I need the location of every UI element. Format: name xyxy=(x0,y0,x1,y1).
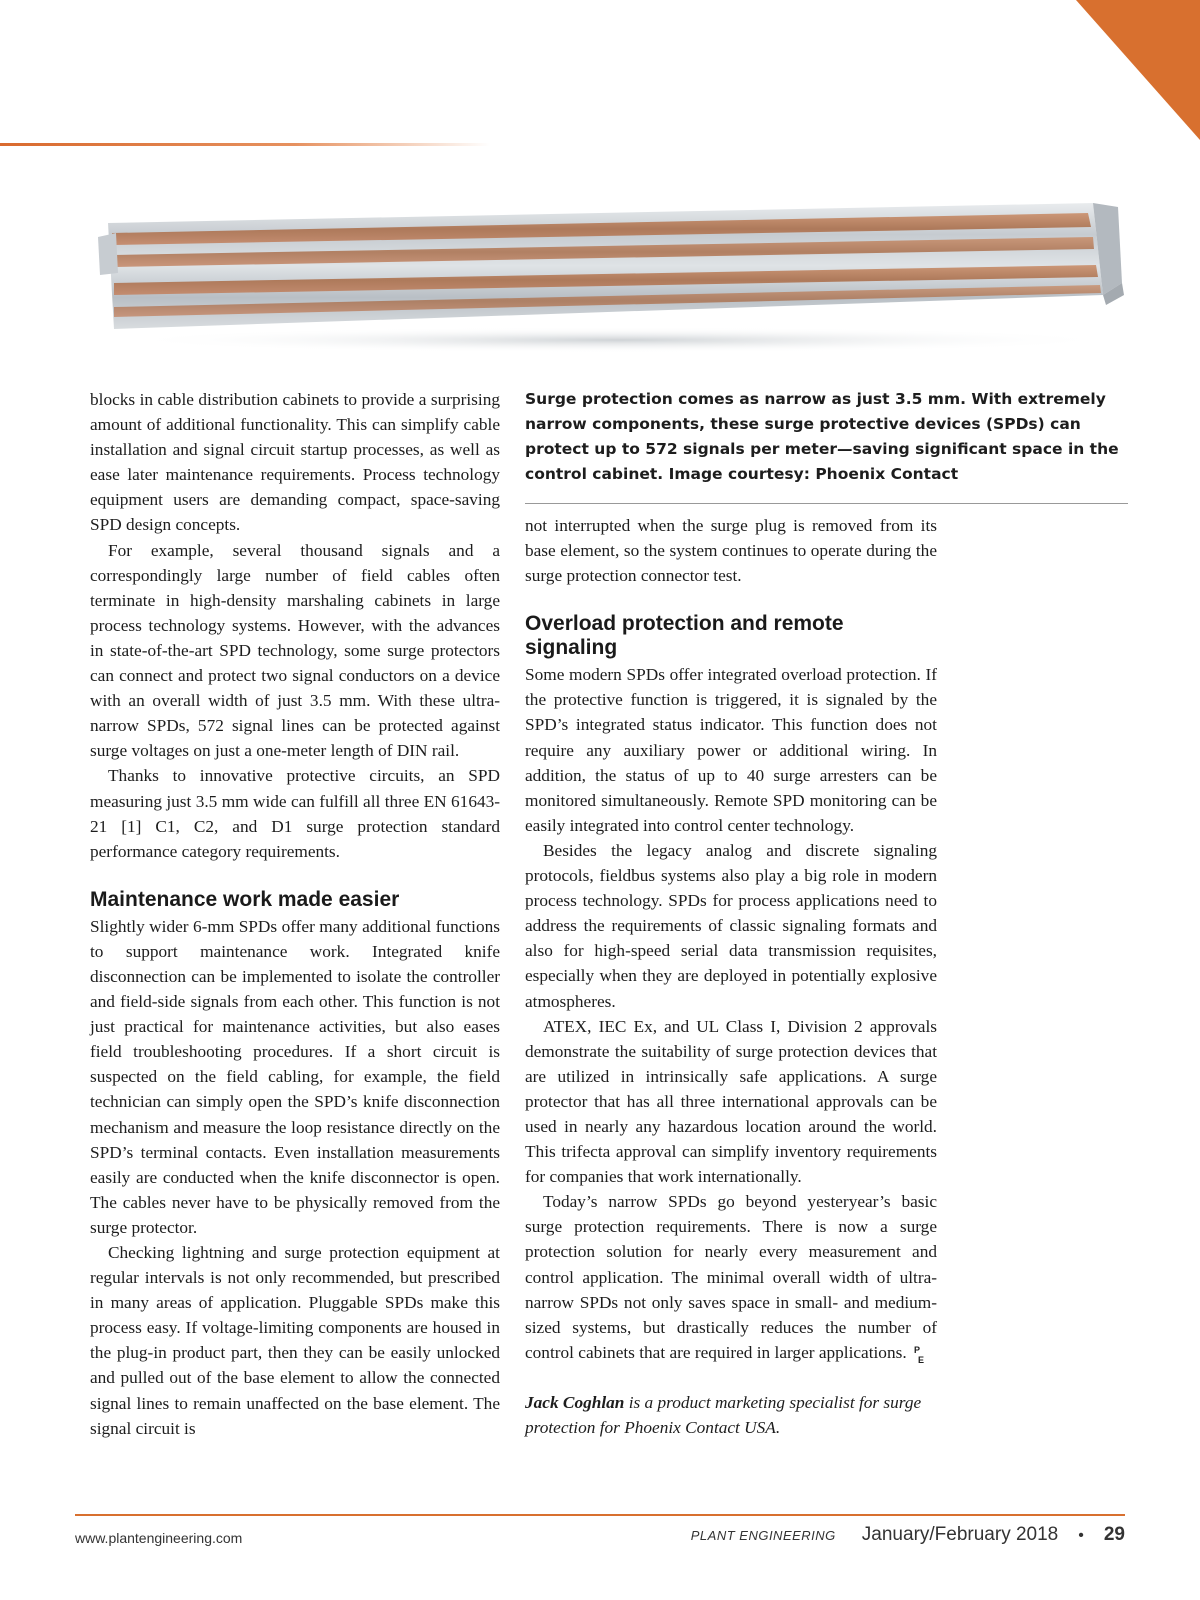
caption-divider xyxy=(525,503,1128,504)
author-bio-text: is a product marketing specialist for surge protection for Phoenix Contact USA. xyxy=(525,1392,922,1437)
author-bio xyxy=(525,1390,937,1440)
section-heading-overload: Overload protection and remote signaling xyxy=(525,612,844,660)
svg-text:E: E xyxy=(917,1354,924,1364)
right-column xyxy=(525,513,937,1440)
page-footer xyxy=(75,1524,1125,1554)
author-name: Jack Coghlan xyxy=(525,1392,625,1412)
footer-url-link[interactable]: www.plantengineering.com xyxy=(75,1530,243,1546)
left-column xyxy=(90,387,500,1441)
header-rule xyxy=(0,143,490,146)
paragraph: ATEX, IEC Ex, and UL Class I, Division 2 approvals demonstrate the suitability of surge protection devices that are utilized in intrinsically safe applications. A surge protector that has all three international approvals can be used in nearly any hazardous location around the world. This trifecta approval can simplify inventory requirements for companies that work internationally. xyxy=(525,1016,937,1187)
footer-issue-info xyxy=(691,1524,1125,1546)
publication-name: PLANT ENGINEERING xyxy=(690,1528,836,1543)
paragraph: not interrupted when the surge plug is removed from its base element, so the system continues to operate during the surge protection connector test. xyxy=(525,516,937,586)
paragraph-final xyxy=(525,1189,937,1365)
paragraph: Thanks to innovative protective circuits, an SPD measuring just 3.5 mm wide can fulfill all three EN 61643-21 [1] C1, C2, and D1 surge protection standard performance category requirements. xyxy=(90,766,500,861)
paragraph: Some modern SPDs offer integrated overload protection. If the protective function is triggered, it is signaled by the SPD’s integrated status indicator. This function does not require any auxiliary power or additional wiring. In addition, the status of up to 40 surge arresters can be monitored simultaneously. Remote SPD monitoring can be easily integrated into control center technology. xyxy=(525,665,937,835)
paragraph: For example, several thousand signals and a correspondingly large number of field cables often terminate in high-density marshaling cabinets in large process technology systems. However, with the advances in state-of-the-art SPD technology, some surge protectors can connect and protect two signal conductors on a device with an overall width of just 3.5 mm. With these ultra-narrow SPDs, 572 signal lines can be protected against surge voltages on just a one-meter length of DIN rail. xyxy=(90,540,500,761)
product-photo-surge-protectors xyxy=(98,185,1128,355)
corner-accent xyxy=(1050,0,1200,140)
paragraph: blocks in cable distribution cabinets to provide a surprising amount of additional functionality. This can simplify cable installation and signal circuit startup processes, as well as ease later maintenance requirements. Process technology equipment users are demanding compact, space-saving SPD design concepts. xyxy=(90,390,500,535)
page-number: 29 xyxy=(1103,1524,1125,1545)
pe-end-mark-icon xyxy=(913,1344,927,1364)
svg-text:P: P xyxy=(913,1344,920,1355)
footer-bullet: • xyxy=(1078,1527,1084,1544)
paragraph: Checking lightning and surge protection equipment at regular intervals is not only recommended, but prescribed in many areas of application. Pluggable SPDs make this process easy. If voltage-limiting components are housed in the plug-in product part, then they can be easily unlocked and pulled out of the base element to allow the connected signal lines to remain unaffected on the base element. The signal circuit is xyxy=(90,1243,500,1438)
paragraph: Slightly wider 6-mm SPDs offer many additional functions to support maintenance work. Integrated knife disconnection can be implemented to isolate the controller and field-side signals from each other. This function is not just practical for maintenance activities, but also eases field troubleshooting procedures. If a short circuit is suspected on the field cabling, for example, the field technician can simply open the SPD’s knife disconnection mechanism and measure the loop resistance directly on the SPD’s terminal contacts. Even installation measurements easily are conducted when the knife disconnector is open. The cables never have to be physically removed from the surge protector. xyxy=(90,916,500,1237)
issue-date: January/February 2018 xyxy=(861,1524,1059,1545)
figure-caption: Surge protection comes as narrow as just 3.5 mm. With extremely narrow components, these surge protective devices (SPDs) can protect up to 572 signals per meter—saving significant space in the control cabinet. Image courtesy: Phoenix Contact xyxy=(525,390,1119,483)
section-heading-maintenance: Maintenance work made easier xyxy=(90,887,400,911)
paragraph-text: Today’s narrow SPDs go beyond yesteryear’s basic surge protection requirements. There is now a surge protection solution for nearly every measurement and control application. The minimal overall width of ultra-narrow SPDs not only saves space in small- and medium-sized systems, but drastically reduces the number of control cabinets that are required in larger applications. xyxy=(525,1192,937,1362)
paragraph: Besides the legacy analog and discrete signaling protocols, fieldbus systems also play a big role in modern process technology. SPDs for process applications need to address the requirements of classic signaling formats and also for high-speed serial data transmission requisites, especially when they are deployed in potentially explosive atmospheres. xyxy=(525,840,937,1011)
footer-rule xyxy=(75,1514,1125,1516)
